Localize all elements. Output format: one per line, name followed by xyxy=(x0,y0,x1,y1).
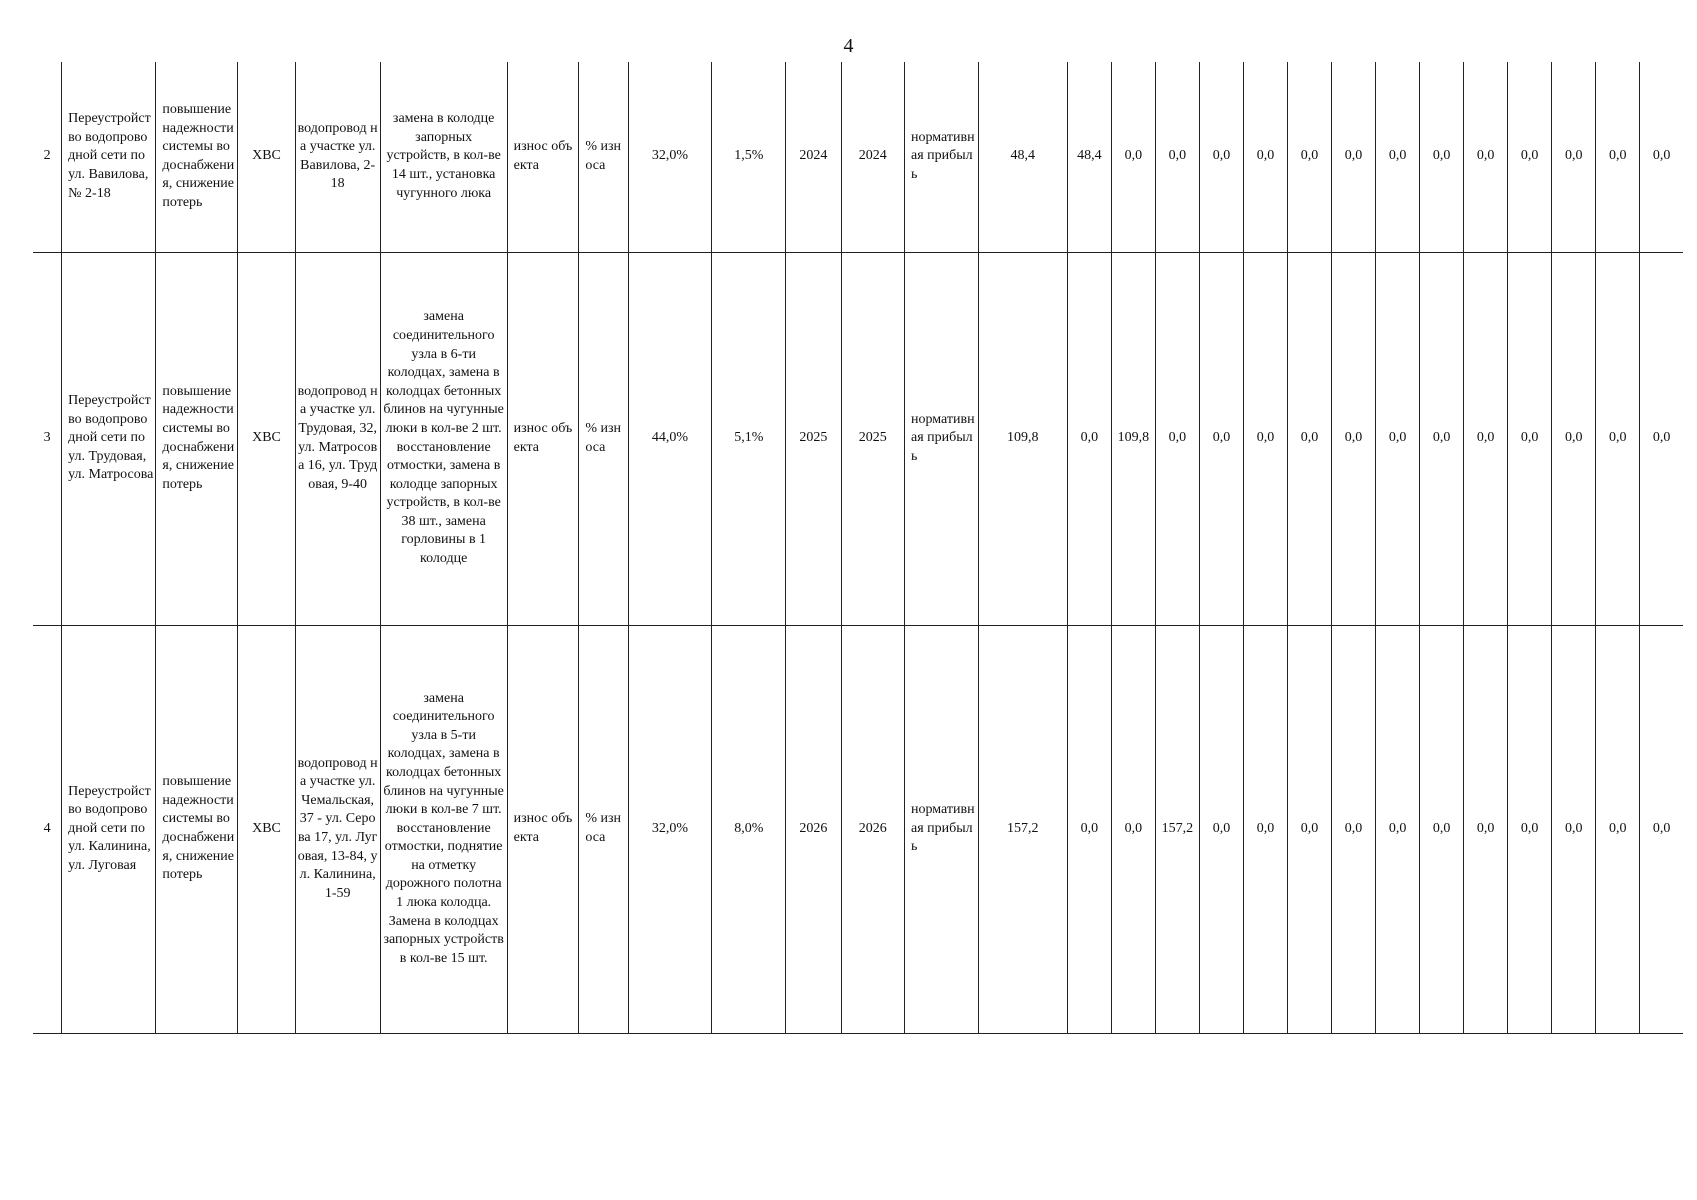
start-year: 2025 xyxy=(786,252,841,625)
year-value: 0,0 xyxy=(1288,62,1332,252)
project-goal: повышение надежности системы водоснабжения, снижение потерь xyxy=(156,625,238,1033)
system-type: ХВС xyxy=(238,252,295,625)
year-value: 109,8 xyxy=(1111,252,1155,625)
year-value: 0,0 xyxy=(1552,62,1596,252)
system-type: ХВС xyxy=(238,62,295,252)
table-row xyxy=(33,62,1683,252)
year-value: 0,0 xyxy=(1111,62,1155,252)
indicator-name: износ объекта xyxy=(507,62,579,252)
year-value: 0,0 xyxy=(1155,252,1199,625)
year-value: 0,0 xyxy=(1640,625,1683,1033)
year-value: 0,0 xyxy=(1640,62,1683,252)
system-type: ХВС xyxy=(238,625,295,1033)
project-name: Переустройство водопроводной сети по ул. Калинина, ул. Луговая xyxy=(62,625,156,1033)
year-value: 0,0 xyxy=(1243,252,1287,625)
indicator-unit: % износа xyxy=(579,62,628,252)
year-value: 0,0 xyxy=(1155,62,1199,252)
year-value: 0,0 xyxy=(1464,625,1508,1033)
year-value: 0,0 xyxy=(1508,625,1552,1033)
funding-source: нормативная прибыль xyxy=(905,252,979,625)
year-value: 0,0 xyxy=(1376,252,1420,625)
year-value: 0,0 xyxy=(1243,625,1287,1033)
year-value: 0,0 xyxy=(1640,252,1683,625)
year-value: 0,0 xyxy=(1596,625,1640,1033)
project-name: Переустройство водопроводной сети по ул. Вавилова, № 2-18 xyxy=(62,62,156,252)
project-location: водопровод на участке ул. Чемальская, 37 - ул. Серова 17, ул. Луговая, 13-84, ул. Калинина, 1-59 xyxy=(295,625,380,1033)
project-location: водопровод на участке ул. Трудовая, 32, ул. Матросова 16, ул. Трудовая, 9-40 xyxy=(295,252,380,625)
year-value: 0,0 xyxy=(1596,62,1640,252)
year-value: 48,4 xyxy=(1067,62,1111,252)
year-value: 0,0 xyxy=(1199,252,1243,625)
project-goal: повышение надежности системы водоснабжения, снижение потерь xyxy=(156,252,238,625)
row-number: 4 xyxy=(33,625,62,1033)
year-value: 0,0 xyxy=(1199,625,1243,1033)
value-after: 1,5% xyxy=(712,62,786,252)
indicator-unit: % износа xyxy=(579,625,628,1033)
work-description: замена соединительного узла в 5-ти колодцах, замена в колодцах бетонных блинов на чугунные люки в кол-ве 7 шт. восстановление отмостки, поднятие на отметку дорожного полотна 1 люка колодца. Замена в колодцах запорных устройств в кол-ве 15 шт. xyxy=(380,625,507,1033)
table-row xyxy=(33,625,1683,1033)
page-number: 4 xyxy=(843,35,854,57)
start-year: 2024 xyxy=(786,62,841,252)
value-before: 44,0% xyxy=(628,252,712,625)
row-number: 2 xyxy=(33,62,62,252)
year-value: 0,0 xyxy=(1596,252,1640,625)
value-after: 8,0% xyxy=(712,625,786,1033)
year-value: 0,0 xyxy=(1420,252,1464,625)
indicator-name: износ объекта xyxy=(507,252,579,625)
funding-source: нормативная прибыль xyxy=(905,625,979,1033)
year-value: 0,0 xyxy=(1508,252,1552,625)
table-row xyxy=(33,252,1683,625)
year-value: 0,0 xyxy=(1288,625,1332,1033)
end-year: 2024 xyxy=(841,62,905,252)
total-cost: 109,8 xyxy=(978,252,1067,625)
year-value: 0,0 xyxy=(1332,252,1376,625)
year-value: 0,0 xyxy=(1332,625,1376,1033)
value-before: 32,0% xyxy=(628,62,712,252)
value-before: 32,0% xyxy=(628,625,712,1033)
year-value: 0,0 xyxy=(1199,62,1243,252)
year-value: 0,0 xyxy=(1111,625,1155,1033)
year-value: 0,0 xyxy=(1552,625,1596,1033)
project-goal: повышение надежности системы водоснабжения, снижение потерь xyxy=(156,62,238,252)
year-value: 0,0 xyxy=(1552,252,1596,625)
year-value: 0,0 xyxy=(1420,62,1464,252)
project-name: Переустройство водопроводной сети по ул. Трудовая, ул. Матросова xyxy=(62,252,156,625)
end-year: 2026 xyxy=(841,625,905,1033)
year-value: 0,0 xyxy=(1420,625,1464,1033)
work-description: замена в колодце запорных устройств, в кол-ве 14 шт., установка чугунного люка xyxy=(380,62,507,252)
work-description: замена соединительного узла в 6-ти колодцах, замена в колодцах бетонных блинов на чугунные люки в кол-ве 2 шт. восстановление отмостки, замена в колодце запорных устройств, в кол-ве 38 шт., замена горловины в 1 колодце xyxy=(380,252,507,625)
total-cost: 157,2 xyxy=(978,625,1067,1033)
year-value: 0,0 xyxy=(1464,252,1508,625)
year-value: 0,0 xyxy=(1376,625,1420,1033)
year-value: 0,0 xyxy=(1067,252,1111,625)
year-value: 0,0 xyxy=(1376,62,1420,252)
row-number: 3 xyxy=(33,252,62,625)
year-value: 0,0 xyxy=(1067,625,1111,1033)
indicator-name: износ объекта xyxy=(507,625,579,1033)
year-value: 157,2 xyxy=(1155,625,1199,1033)
end-year: 2025 xyxy=(841,252,905,625)
project-location: водопровод на участке ул. Вавилова, 2-18 xyxy=(295,62,380,252)
year-value: 0,0 xyxy=(1243,62,1287,252)
year-value: 0,0 xyxy=(1464,62,1508,252)
start-year: 2026 xyxy=(786,625,841,1033)
indicator-unit: % износа xyxy=(579,252,628,625)
total-cost: 48,4 xyxy=(978,62,1067,252)
value-after: 5,1% xyxy=(712,252,786,625)
year-value: 0,0 xyxy=(1288,252,1332,625)
funding-source: нормативная прибыль xyxy=(905,62,979,252)
year-value: 0,0 xyxy=(1508,62,1552,252)
year-value: 0,0 xyxy=(1332,62,1376,252)
investment-program-table xyxy=(33,62,1683,1034)
